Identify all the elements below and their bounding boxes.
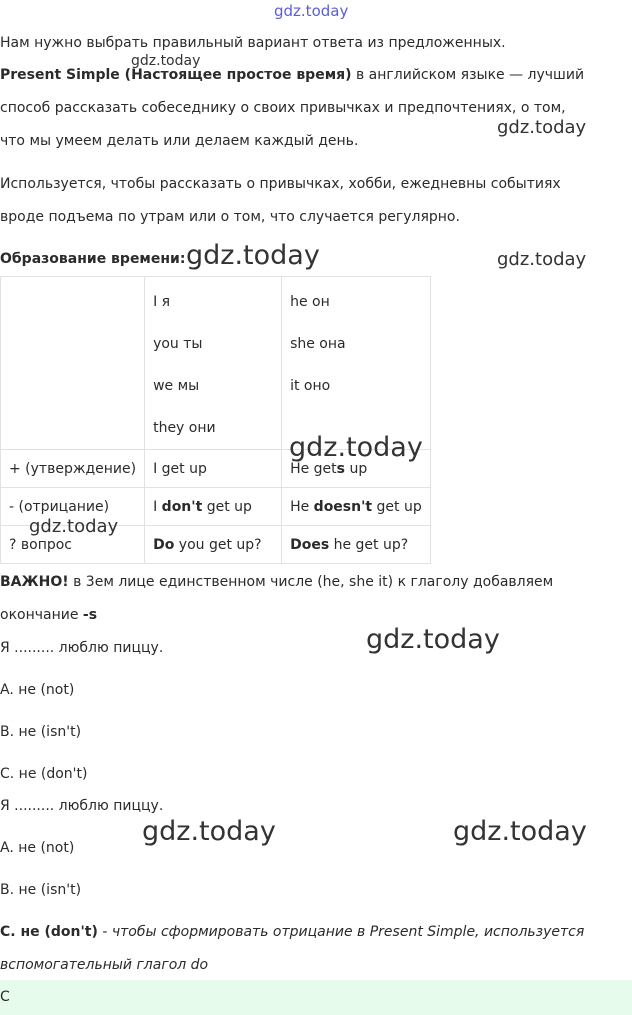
pronoun: she она [290, 336, 346, 352]
neg-right-pre: He [290, 498, 314, 515]
pronoun: it оно [290, 378, 331, 394]
q-left-bold: Do [153, 536, 175, 553]
intro-text: Нам нужно выбрать правильный вариант ответа из предложенных. [0, 35, 506, 51]
watermark: gdz.today [186, 240, 320, 271]
option-b: B. не (isn't) [0, 882, 82, 898]
watermark: gdz.today [29, 516, 119, 537]
row-label: ? вопрос [1, 526, 145, 564]
option-b: B. не (isn't) [0, 724, 82, 740]
q-left [145, 526, 282, 564]
watermark: gdz.today [131, 53, 201, 69]
watermark: gdz.today [453, 816, 587, 847]
watermark: gdz.today [142, 816, 276, 847]
explanation-text-2: вспомогательный глагол do [0, 957, 209, 973]
present-simple-definition [0, 65, 584, 85]
neg-left-pre: I [153, 498, 162, 515]
pronoun: we мы [153, 378, 200, 394]
question-text: Я ......... люблю пиццу. [0, 640, 164, 656]
usage-line-2: вроде подъема по утрам или о том, что случается регулярно. [0, 209, 460, 225]
q-left-post: you get up? [174, 536, 262, 553]
row-label: + (утверждение) [1, 450, 145, 488]
q-right [282, 526, 431, 564]
option-c: C. не (don't) [0, 766, 88, 782]
neg-right-bold: doesn't [313, 498, 373, 515]
ending-s: -s [82, 607, 98, 623]
option-a: A. не (not) [0, 682, 75, 698]
aff-right-suffix: s [336, 460, 346, 477]
neg-left [145, 488, 282, 526]
q-right-post: he get up? [329, 536, 409, 553]
pronouns-left-cell [145, 277, 282, 450]
pronoun: he он [290, 294, 330, 310]
question-text: Я ......... люблю пиццу. [0, 798, 164, 814]
neg-left-post: get up [202, 498, 252, 515]
important-note [0, 572, 553, 592]
watermark: gdz.today [289, 432, 423, 463]
important-text: в 3ем лице единственном числе (he, she it) к глаголу добавляем [68, 574, 554, 590]
definition-line-2: способ рассказать собеседнику о своих привычках и предпочтениях, о том, [0, 100, 566, 116]
neg-right-post: get up [372, 498, 422, 515]
watermark: gdz.today [366, 624, 500, 655]
answer-bar [0, 980, 632, 1015]
answer-value: C [0, 989, 10, 1005]
explanation [0, 922, 584, 942]
aff-right-post: up [345, 460, 368, 477]
neg-right [282, 488, 431, 526]
present-simple-term: Present Simple (Настоящее простое время) [0, 67, 352, 83]
q-right-bold: Does [290, 536, 330, 553]
correct-option: C. не (don't) [0, 924, 98, 940]
important-label: ВАЖНО! [0, 574, 69, 590]
important-line2-pre: окончание [0, 607, 83, 623]
aff-left: I get up [145, 450, 282, 488]
formation-title: Образование времени: [0, 251, 186, 267]
definition-line-3: что мы умеем делать или делаем каждый день. [0, 133, 359, 149]
pronoun: I я [153, 294, 171, 310]
usage-line-1: Используется, чтобы рассказать о привычках, хобби, ежедневны событиях [0, 176, 561, 192]
pronoun: they они [153, 420, 216, 436]
watermark: gdz.today [497, 249, 587, 270]
explanation-line-2 [0, 955, 208, 975]
row-label: - (отрицание) [1, 488, 145, 526]
pronoun: you ты [153, 336, 203, 352]
important-note-line-2 [0, 605, 97, 625]
pronouns-right-cell [282, 277, 431, 450]
neg-left-bold: don't [161, 498, 203, 515]
option-a: A. не (not) [0, 840, 75, 856]
table-empty-cell [1, 277, 145, 450]
aff-right-pre: He get [290, 460, 337, 477]
watermark-top: gdz.today [274, 2, 349, 20]
definition-line-1: в английском языке — лучший [351, 67, 585, 83]
watermark: gdz.today [497, 117, 587, 138]
explanation-text: чтобы сформировать отрицание в Present Simple, используется [111, 924, 585, 940]
explanation-dash: - [97, 924, 112, 940]
